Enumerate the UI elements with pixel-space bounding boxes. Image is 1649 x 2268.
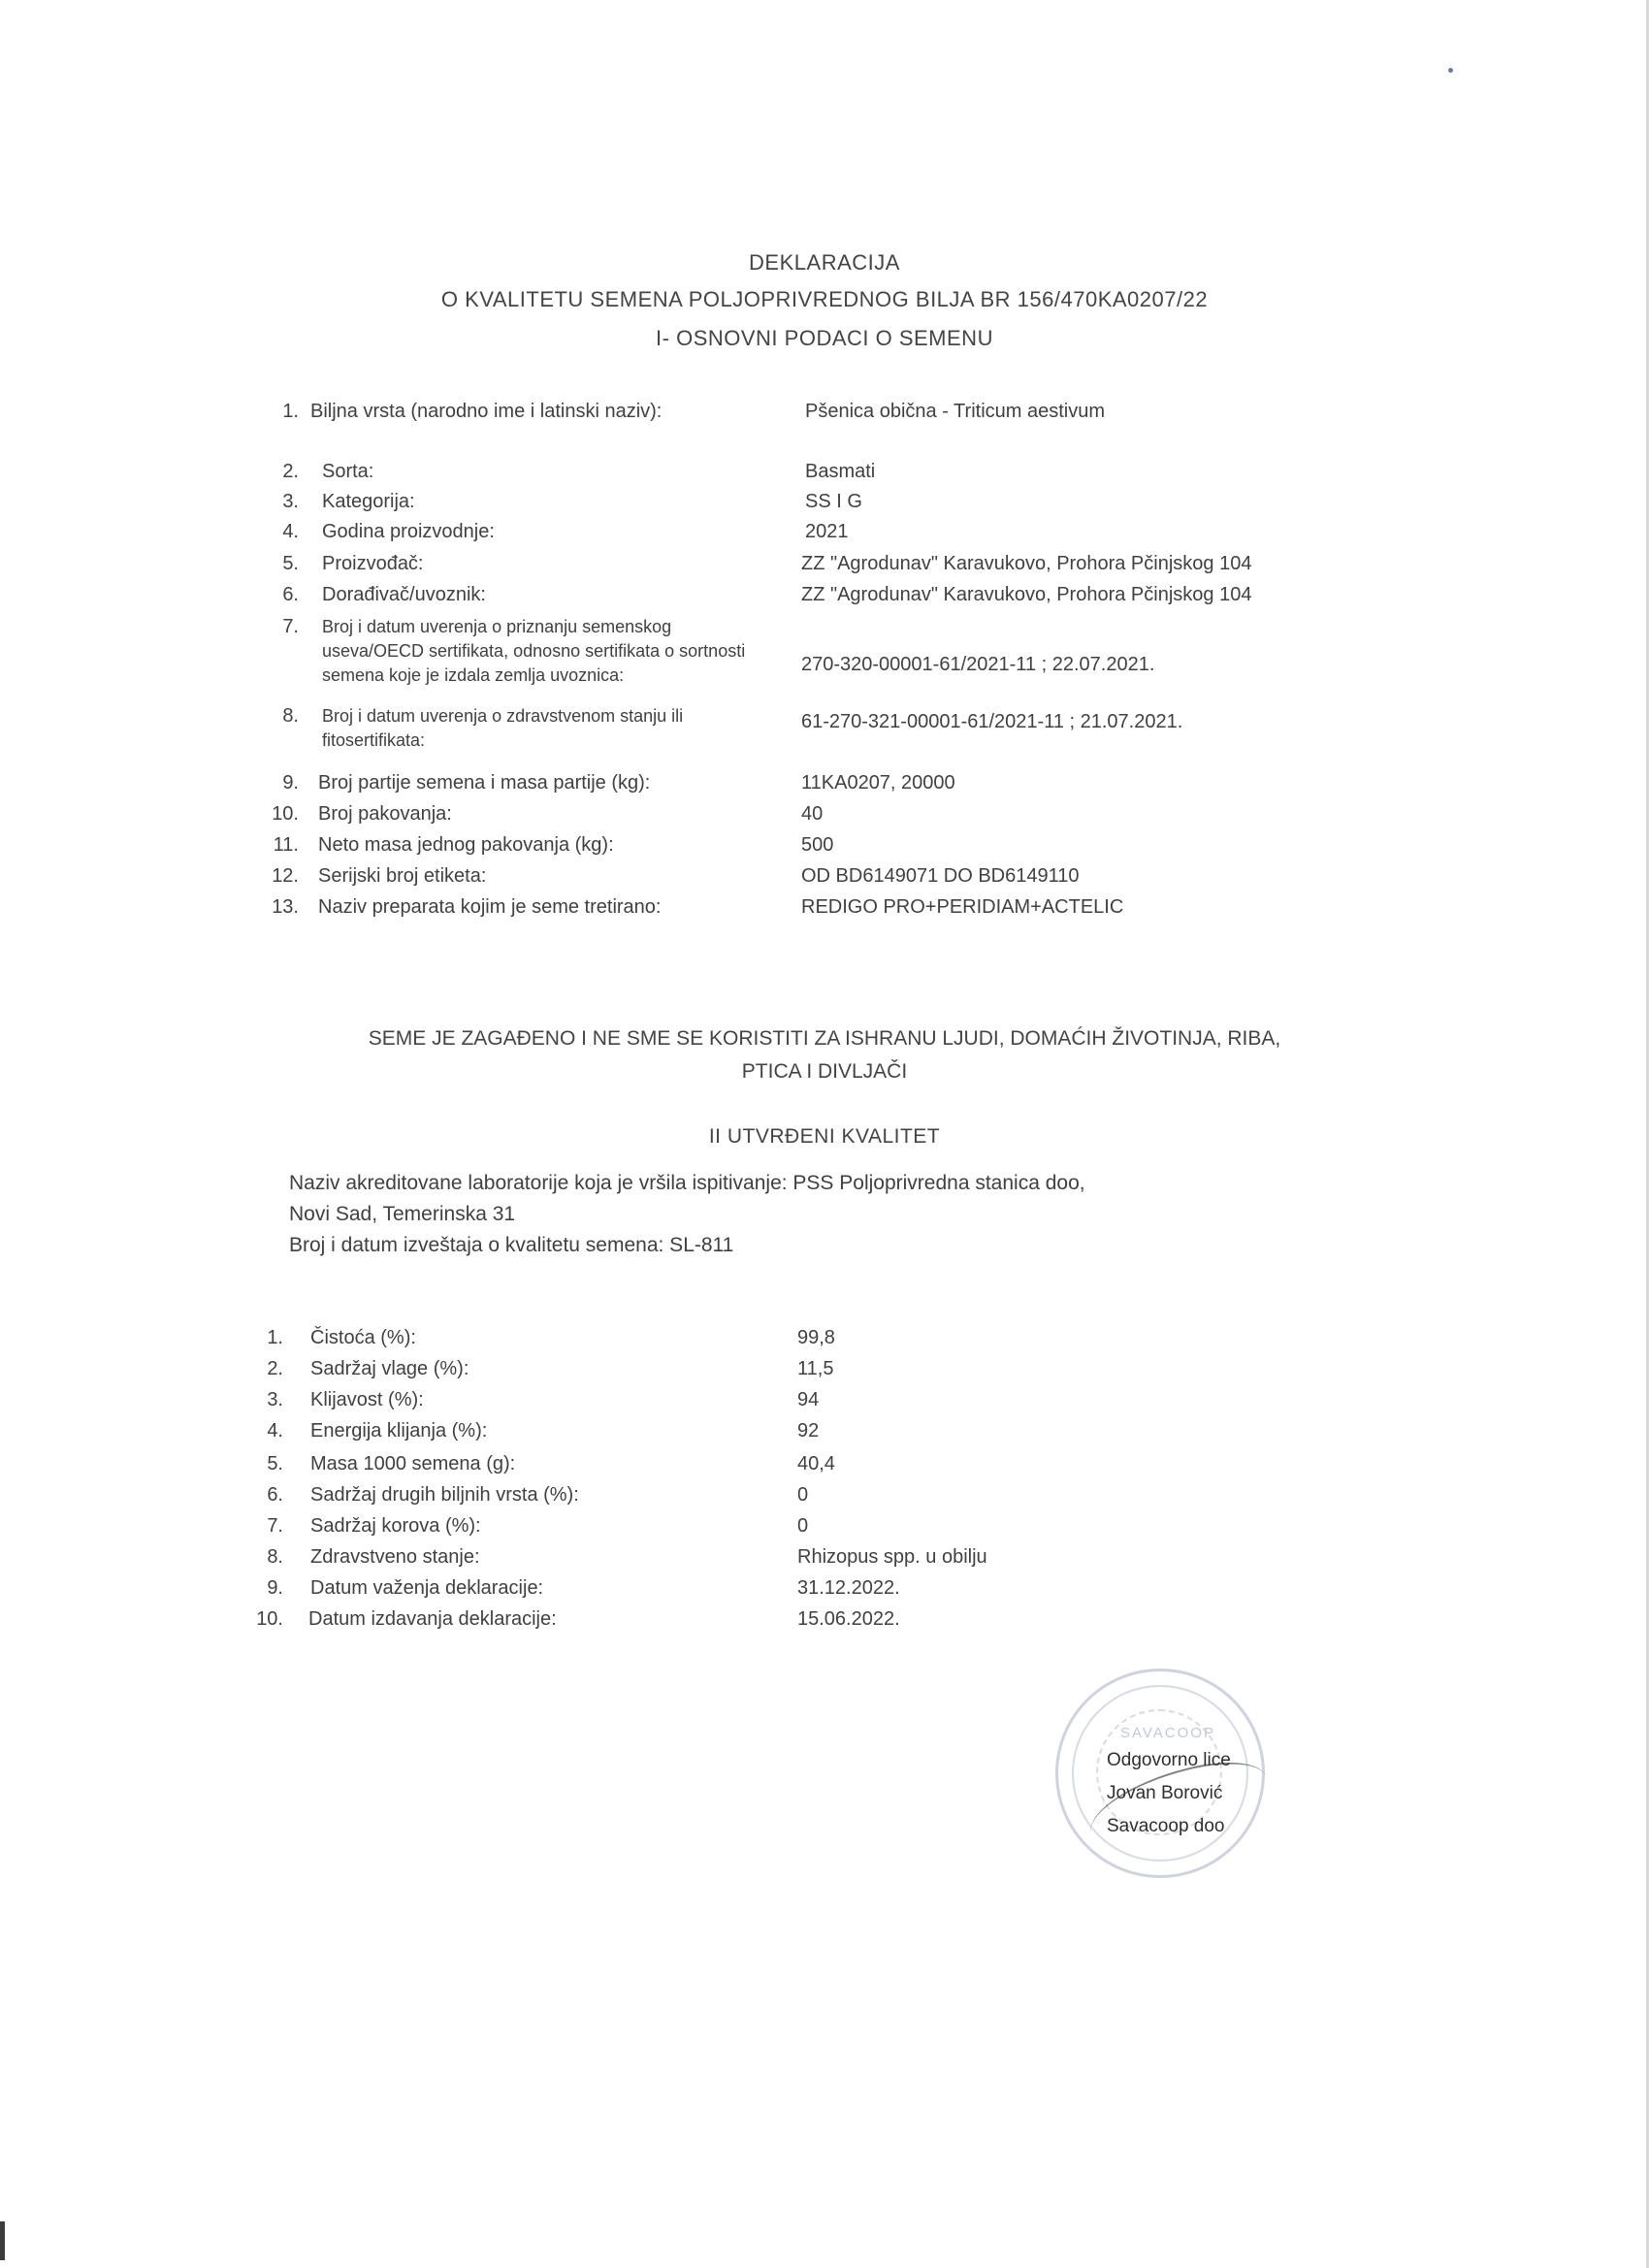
item-label: Biljna vrsta (narodno ime i latinski naziv): bbox=[310, 401, 663, 422]
item-label: Energija klijanja (%): bbox=[310, 1420, 488, 1442]
item-number: 4. bbox=[282, 521, 299, 542]
item-number: 3. bbox=[282, 491, 299, 512]
section-basic-heading: I- OSNOVNI PODACI O SEMENU bbox=[656, 326, 993, 350]
item-value: 270-320-00001-61/2021-11 ; 22.07.2021. bbox=[801, 654, 1155, 675]
item-value: 94 bbox=[797, 1389, 820, 1410]
item-label: Broj i datum uverenja o zdravstvenom stanju ili fitosertifikata: bbox=[322, 706, 684, 750]
item-value: 0 bbox=[797, 1515, 809, 1537]
item-number: 5. bbox=[282, 553, 299, 574]
item-value: 11,5 bbox=[797, 1358, 834, 1379]
item-label: Sadržaj korova (%): bbox=[310, 1515, 481, 1537]
item-label: Broj i datum uverenja o priznanju semenskog useva/OECD sertifikata, odnosno sertifikata o sortnosti semena koje je izdala zemlja uvoznica: bbox=[322, 617, 746, 685]
item-number: 10. bbox=[272, 803, 299, 825]
doc-title: DEKLARACIJA bbox=[749, 250, 900, 275]
notice-line-2: PTICA I DIVLJAČI bbox=[741, 1060, 908, 1083]
item-label: Zdravstveno stanje: bbox=[310, 1546, 480, 1568]
signature-company: Savacoop doo bbox=[1107, 1816, 1225, 1836]
item-label: Sadržaj vlage (%): bbox=[310, 1358, 469, 1379]
lab-info bbox=[289, 1168, 1085, 1261]
item-number: 7. bbox=[267, 1515, 283, 1537]
item-number: 8. bbox=[282, 705, 299, 727]
item-label: Naziv preparata kojim je seme tretirano: bbox=[318, 896, 662, 918]
item-label: Proizvođač: bbox=[322, 553, 424, 574]
item-value: 99,8 bbox=[797, 1327, 835, 1348]
notice-line-1: SEME JE ZAGAĐENO I NE SME SE KORISTITI ZA ISHRANU LJUDI, DOMAĆIH ŽIVOTINJA, RIBA, bbox=[368, 1027, 1281, 1050]
item-value: 40,4 bbox=[797, 1453, 835, 1474]
item-value: 500 bbox=[801, 834, 834, 856]
item-value: 31.12.2022. bbox=[797, 1577, 900, 1599]
item-value: Basmati bbox=[805, 461, 876, 482]
item-number: 6. bbox=[282, 584, 299, 605]
signature-name: Jovan Borović bbox=[1107, 1783, 1223, 1803]
item-number: 9. bbox=[282, 772, 299, 794]
item-number: 7. bbox=[282, 616, 299, 637]
item-number: 2. bbox=[282, 461, 299, 482]
item-value: 2021 bbox=[805, 521, 849, 542]
report-number-line: Broj i datum izveštaja o kvalitetu semena: SL-811 bbox=[289, 1234, 734, 1256]
item-number: 9. bbox=[267, 1577, 283, 1599]
item-label: Kategorija: bbox=[322, 491, 415, 512]
item-value: 11KA0207, 20000 bbox=[801, 772, 955, 794]
item-number: 12. bbox=[272, 865, 299, 887]
stamp-text: SAVACOOP bbox=[1120, 1725, 1215, 1741]
item-label: Dorađivač/uvoznik: bbox=[322, 584, 486, 605]
item-label: Sorta: bbox=[322, 461, 374, 482]
item-label: Broj pakovanja: bbox=[318, 803, 452, 825]
item-value: ZZ "Agrodunav" Karavukovo, Prohora Pčinjskog 104 bbox=[801, 584, 1252, 605]
lab-name-line: Naziv akreditovane laboratorije koja je vršila ispitivanje: PSS Poljoprivredna stanica doo, bbox=[289, 1172, 1085, 1194]
item-label: Masa 1000 semena (g): bbox=[310, 1453, 516, 1474]
item-number: 3. bbox=[267, 1389, 283, 1410]
contamination-notice bbox=[0, 1022, 1649, 1088]
item-value: OD BD6149071 DO BD6149110 bbox=[801, 865, 1080, 887]
item-number: 8. bbox=[267, 1546, 283, 1568]
item-value: 92 bbox=[797, 1420, 820, 1442]
item-value: 0 bbox=[797, 1484, 809, 1506]
item-number: 2. bbox=[267, 1358, 283, 1379]
item-number: 1. bbox=[267, 1327, 283, 1348]
item-number: 13. bbox=[272, 896, 299, 918]
item-number: 10. bbox=[256, 1608, 283, 1630]
item-value: SS I G bbox=[805, 491, 862, 512]
item-number: 6. bbox=[267, 1484, 283, 1506]
item-label: Čistoća (%): bbox=[310, 1327, 416, 1348]
item-value: ZZ "Agrodunav" Karavukovo, Prohora Pčinjskog 104 bbox=[801, 553, 1252, 574]
item-value: 40 bbox=[801, 803, 824, 825]
item-number: 11. bbox=[273, 834, 299, 856]
item-label: Broj partije semena i masa partije (kg): bbox=[318, 772, 651, 794]
item-value: Pšenica obična - Triticum aestivum bbox=[805, 401, 1106, 422]
item-label: Sadržaj drugih biljnih vrsta (%): bbox=[310, 1484, 579, 1506]
item-label: Datum važenja deklaracije: bbox=[310, 1577, 544, 1599]
item-label: Serijski broj etiketa: bbox=[318, 865, 487, 887]
lab-address-line: Novi Sad, Temerinska 31 bbox=[289, 1203, 516, 1225]
item-number: 5. bbox=[267, 1453, 283, 1474]
item-number: 1. bbox=[282, 401, 299, 422]
scan-mark bbox=[0, 2221, 5, 2260]
item-value: REDIGO PRO+PERIDIAM+ACTELIC bbox=[801, 896, 1124, 918]
item-label: Neto masa jednog pakovanja (kg): bbox=[318, 834, 614, 856]
item-label: Klijavost (%): bbox=[310, 1389, 424, 1410]
item-value: Rhizopus spp. u obilju bbox=[797, 1546, 987, 1568]
signature-title: Odgovorno lice bbox=[1107, 1750, 1231, 1770]
item-value: 61-270-321-00001-61/2021-11 ; 21.07.2021. bbox=[801, 711, 1183, 732]
scan-speck bbox=[1448, 68, 1453, 73]
item-label: Godina proizvodnje: bbox=[322, 521, 495, 542]
item-value: 15.06.2022. bbox=[797, 1608, 900, 1630]
item-label: Datum izdavanja deklaracije: bbox=[308, 1608, 557, 1630]
item-number: 4. bbox=[267, 1420, 283, 1442]
doc-subtitle: O KVALITETU SEMENA POLJOPRIVREDNOG BILJA BR 156/470KA0207/22 bbox=[440, 287, 1209, 311]
section-quality-heading: II UTVRĐENI KVALITET bbox=[708, 1125, 941, 1148]
